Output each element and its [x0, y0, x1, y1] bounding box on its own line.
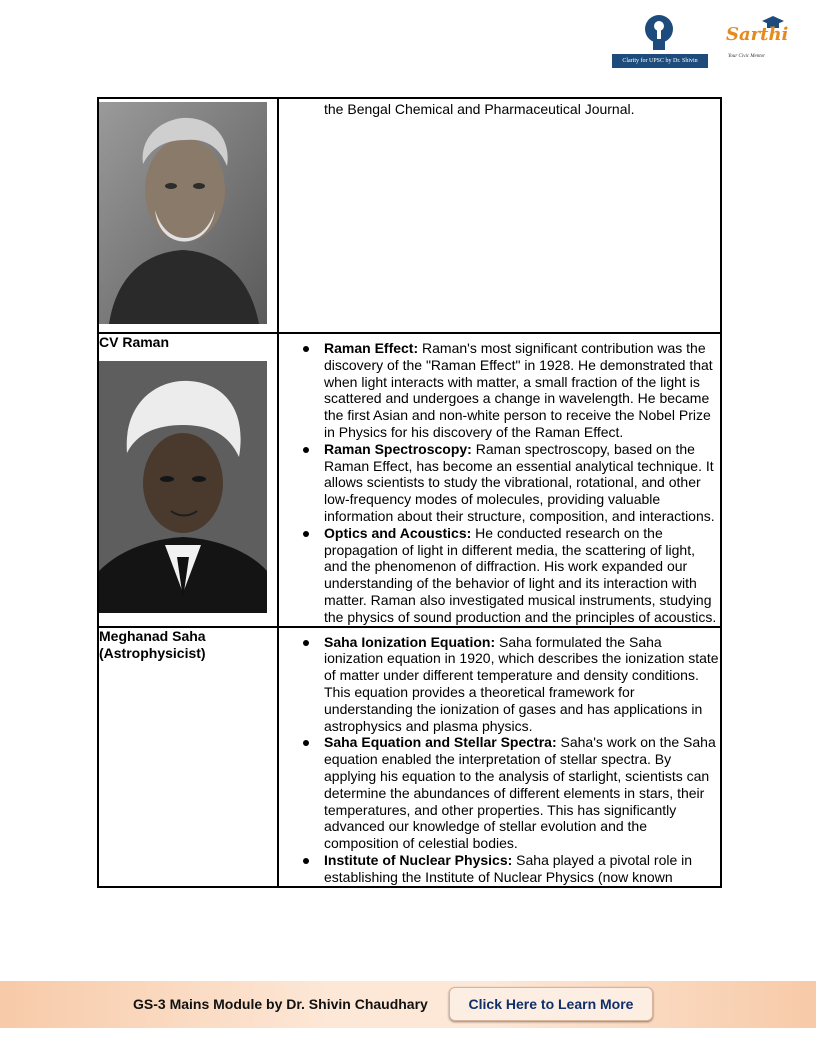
logo2-title: Sarthi — [726, 24, 789, 45]
bullet-icon — [303, 531, 309, 537]
item-title: Raman Spectroscopy: — [324, 440, 472, 457]
item-text: Raman's most significant contribution was the discovery of the "Raman Effect" in 1928. He demonstrated that when light interacts with matter, a small fraction of the light is scattered and undergoes a change in wavelength. He became the first Asian and non-white person to receive the Nobel Prize in Physics for his discovery of the Raman Effect. — [324, 340, 713, 440]
scientist-cell — [98, 98, 278, 333]
portrait-cv-raman-photo — [99, 361, 267, 613]
item-title: Saha Equation and Stellar Spectra: — [324, 734, 557, 751]
contribution-cell — [278, 98, 721, 333]
list-item — [324, 634, 720, 735]
item-text: Saha played a pivotal role in establishing the Institute of Nuclear Physics (now known — [324, 851, 693, 885]
item-text: Saha formulated the Saha ionization equation in 1920, which describes the ionization state of matter under different temperature and density conditions. This equation provides a theoretical framework for understanding the ionization of gases and has applications in astrophysics and plasma physics. — [324, 633, 719, 734]
table-row — [98, 333, 721, 627]
logo1-text: Clarity for UPSC by Dr. Shivin — [612, 54, 708, 68]
bullet-icon — [303, 858, 309, 864]
portrait-pc-ray-photo — [99, 102, 267, 324]
bullet-icon — [303, 346, 309, 352]
contribution-list — [279, 634, 720, 886]
item-title: Raman Effect: — [324, 340, 419, 356]
item-title: Saha Ionization Equation: — [324, 633, 496, 650]
contribution-cell — [278, 627, 721, 887]
list-item — [324, 852, 720, 886]
list-item — [324, 441, 720, 525]
table-row — [98, 98, 721, 333]
item-text: He conducted research on the propagation of light in different media, the scattering of light, and the phenomenon of diffraction. His work expanded our understanding of the behavior of light and its interaction with matter. Raman also investigated musical instruments, studying the physics of sound production and the principles of acoustics. — [324, 524, 717, 625]
item-text: Raman spectroscopy, based on the Raman Effect, has become an essential analytical technique. It allows scientists to study the vibrational, rotational, and other low-frequency modes of molecules, providing valuable information about their structure, composition, and interactions. — [324, 440, 715, 524]
table-row — [98, 627, 721, 887]
bullet-icon — [303, 740, 309, 746]
list-item — [324, 340, 720, 441]
contribution-list — [279, 340, 720, 626]
learn-more-button[interactable]: Click Here to Learn More — [449, 987, 653, 1021]
list-item — [324, 525, 720, 626]
bullet-icon — [303, 640, 309, 646]
footer-banner — [0, 981, 816, 1028]
sarthi-logo — [722, 14, 790, 72]
scientist-cell — [98, 627, 278, 887]
item-text: Saha's work on the Saha equation enabled the interpretation of stellar spectra. By applying his equation to the analysis of starlight, scientists can determine the abundances of different elements in stars, their temperatures, and other properties. This has significantly advanced our knowledge of stellar evolution and the composition of celestial bodies. — [324, 734, 716, 852]
scientist-name: CV Raman — [99, 334, 170, 350]
lightbulb-icon — [642, 14, 676, 54]
header-logos — [612, 14, 790, 72]
scientists-table — [97, 97, 722, 888]
scientist-cell — [98, 333, 278, 627]
clarity-upsc-logo — [612, 14, 708, 72]
name-line-2: (Astrophysicist) — [99, 644, 206, 661]
list-item — [324, 734, 720, 852]
name-line-1: Meghanad Saha — [99, 627, 206, 644]
item-title: Institute of Nuclear Physics: — [324, 851, 513, 868]
continuation-text: the Bengal Chemical and Pharmaceutical Journal. — [324, 101, 635, 117]
scientist-name — [99, 628, 277, 662]
contribution-cell — [278, 333, 721, 627]
footer-text: GS-3 Mains Module by Dr. Shivin Chaudhary — [133, 996, 428, 1012]
bullet-icon — [303, 447, 309, 453]
logo2-subtitle: Your Civic Mentor — [728, 54, 766, 59]
item-title: Optics and Acoustics: — [324, 524, 472, 541]
